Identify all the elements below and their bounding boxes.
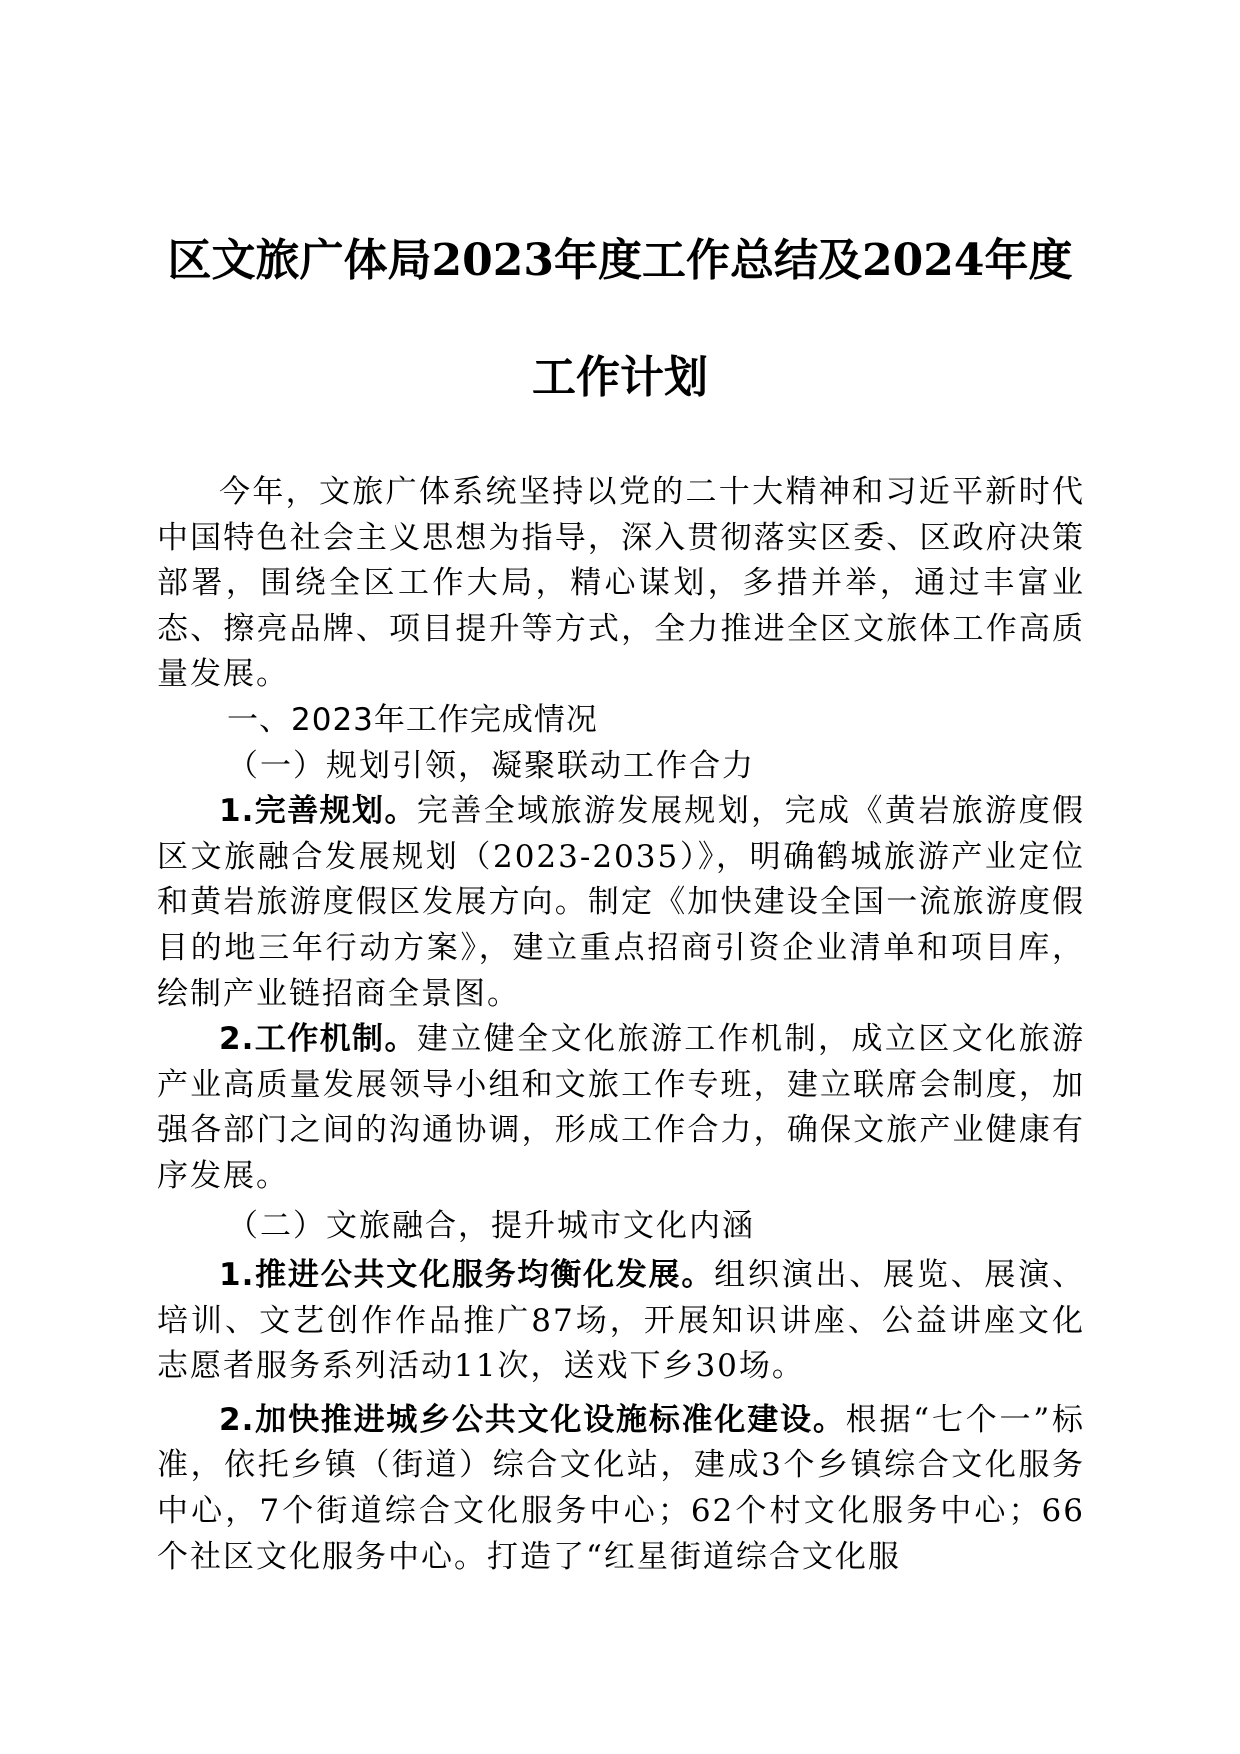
paragraph-culture-facilities [157,1398,1085,1580]
subsection-heading-planning: （一）规划引领，凝聚联动工作合力 [227,747,755,784]
paragraph-planning [157,789,1085,1017]
document-body [157,470,1085,1580]
paragraph-work-mechanism [157,1017,1085,1199]
document-title-line-1: 区文旅广体局2023年度工作总结及2024年度 [167,235,1073,286]
paragraph-text-public-culture-services: 组织演出、展览、展演、培训、文艺创作作品推广87场，开展知识讲座、公益讲座文化志愿者服务系列活动11次，送戏下乡30场。 [157,1257,1085,1385]
paragraph-lead-work-mechanism: 2.工作机制。 [219,1021,417,1058]
intro-paragraph: 今年，文旅广体系统坚持以党的二十大精神和习近平新时代中国特色社会主义思想为指导，深入贯彻落实区委、区政府决策部署，围绕全区工作大局，精心谋划，多措并举，通过丰富业态、擦亮品牌、项目提升等方式，全力推进全区文旅体工作高质量发展。 [157,474,1085,693]
paragraph-lead-public-culture-services: 1.推进公共文化服务均衡化发展。 [219,1257,715,1294]
paragraph-lead-culture-facilities: 2.加快推进城乡公共文化设施标准化建设。 [219,1401,846,1438]
paragraph-public-culture-services [157,1253,1085,1390]
section-heading-2023-summary: 一、2023年工作完成情况 [227,701,598,738]
subsection-heading-culture-tourism: （二）文旅融合，提升城市文化内涵 [227,1207,755,1244]
paragraph-text-planning: 完善全域旅游发展规划，完成《黄岩旅游度假区文旅融合发展规划（2023-2035）》，明确鹤城旅游产业定位和黄岩旅游度假区发展方向。制定《加快建设全国一流旅游度假目的地三年行动方案》，建立重点招商引资企业清单和项目库，绘制产业链招商全景图。 [157,793,1085,1012]
paragraph-lead-planning: 1.完善规划。 [219,793,417,830]
document-title-line-2: 工作计划 [532,352,708,403]
paragraph-text-culture-facilities: 根据“七个一”标准，依托乡镇（街道）综合文化站，建成3个乡镇综合文化服务中心，7个街道综合文化服务中心；62个村文化服务中心；66个社区文化服务中心。打造了“红星街道综合文化服 [157,1401,1085,1575]
paragraph-text-work-mechanism: 建立健全文化旅游工作机制，成立区文化旅游产业高质量发展领导小组和文旅工作专班，建立联席会制度，加强各部门之间的沟通协调，形成工作合力，确保文旅产业健康有序发展。 [157,1021,1085,1194]
